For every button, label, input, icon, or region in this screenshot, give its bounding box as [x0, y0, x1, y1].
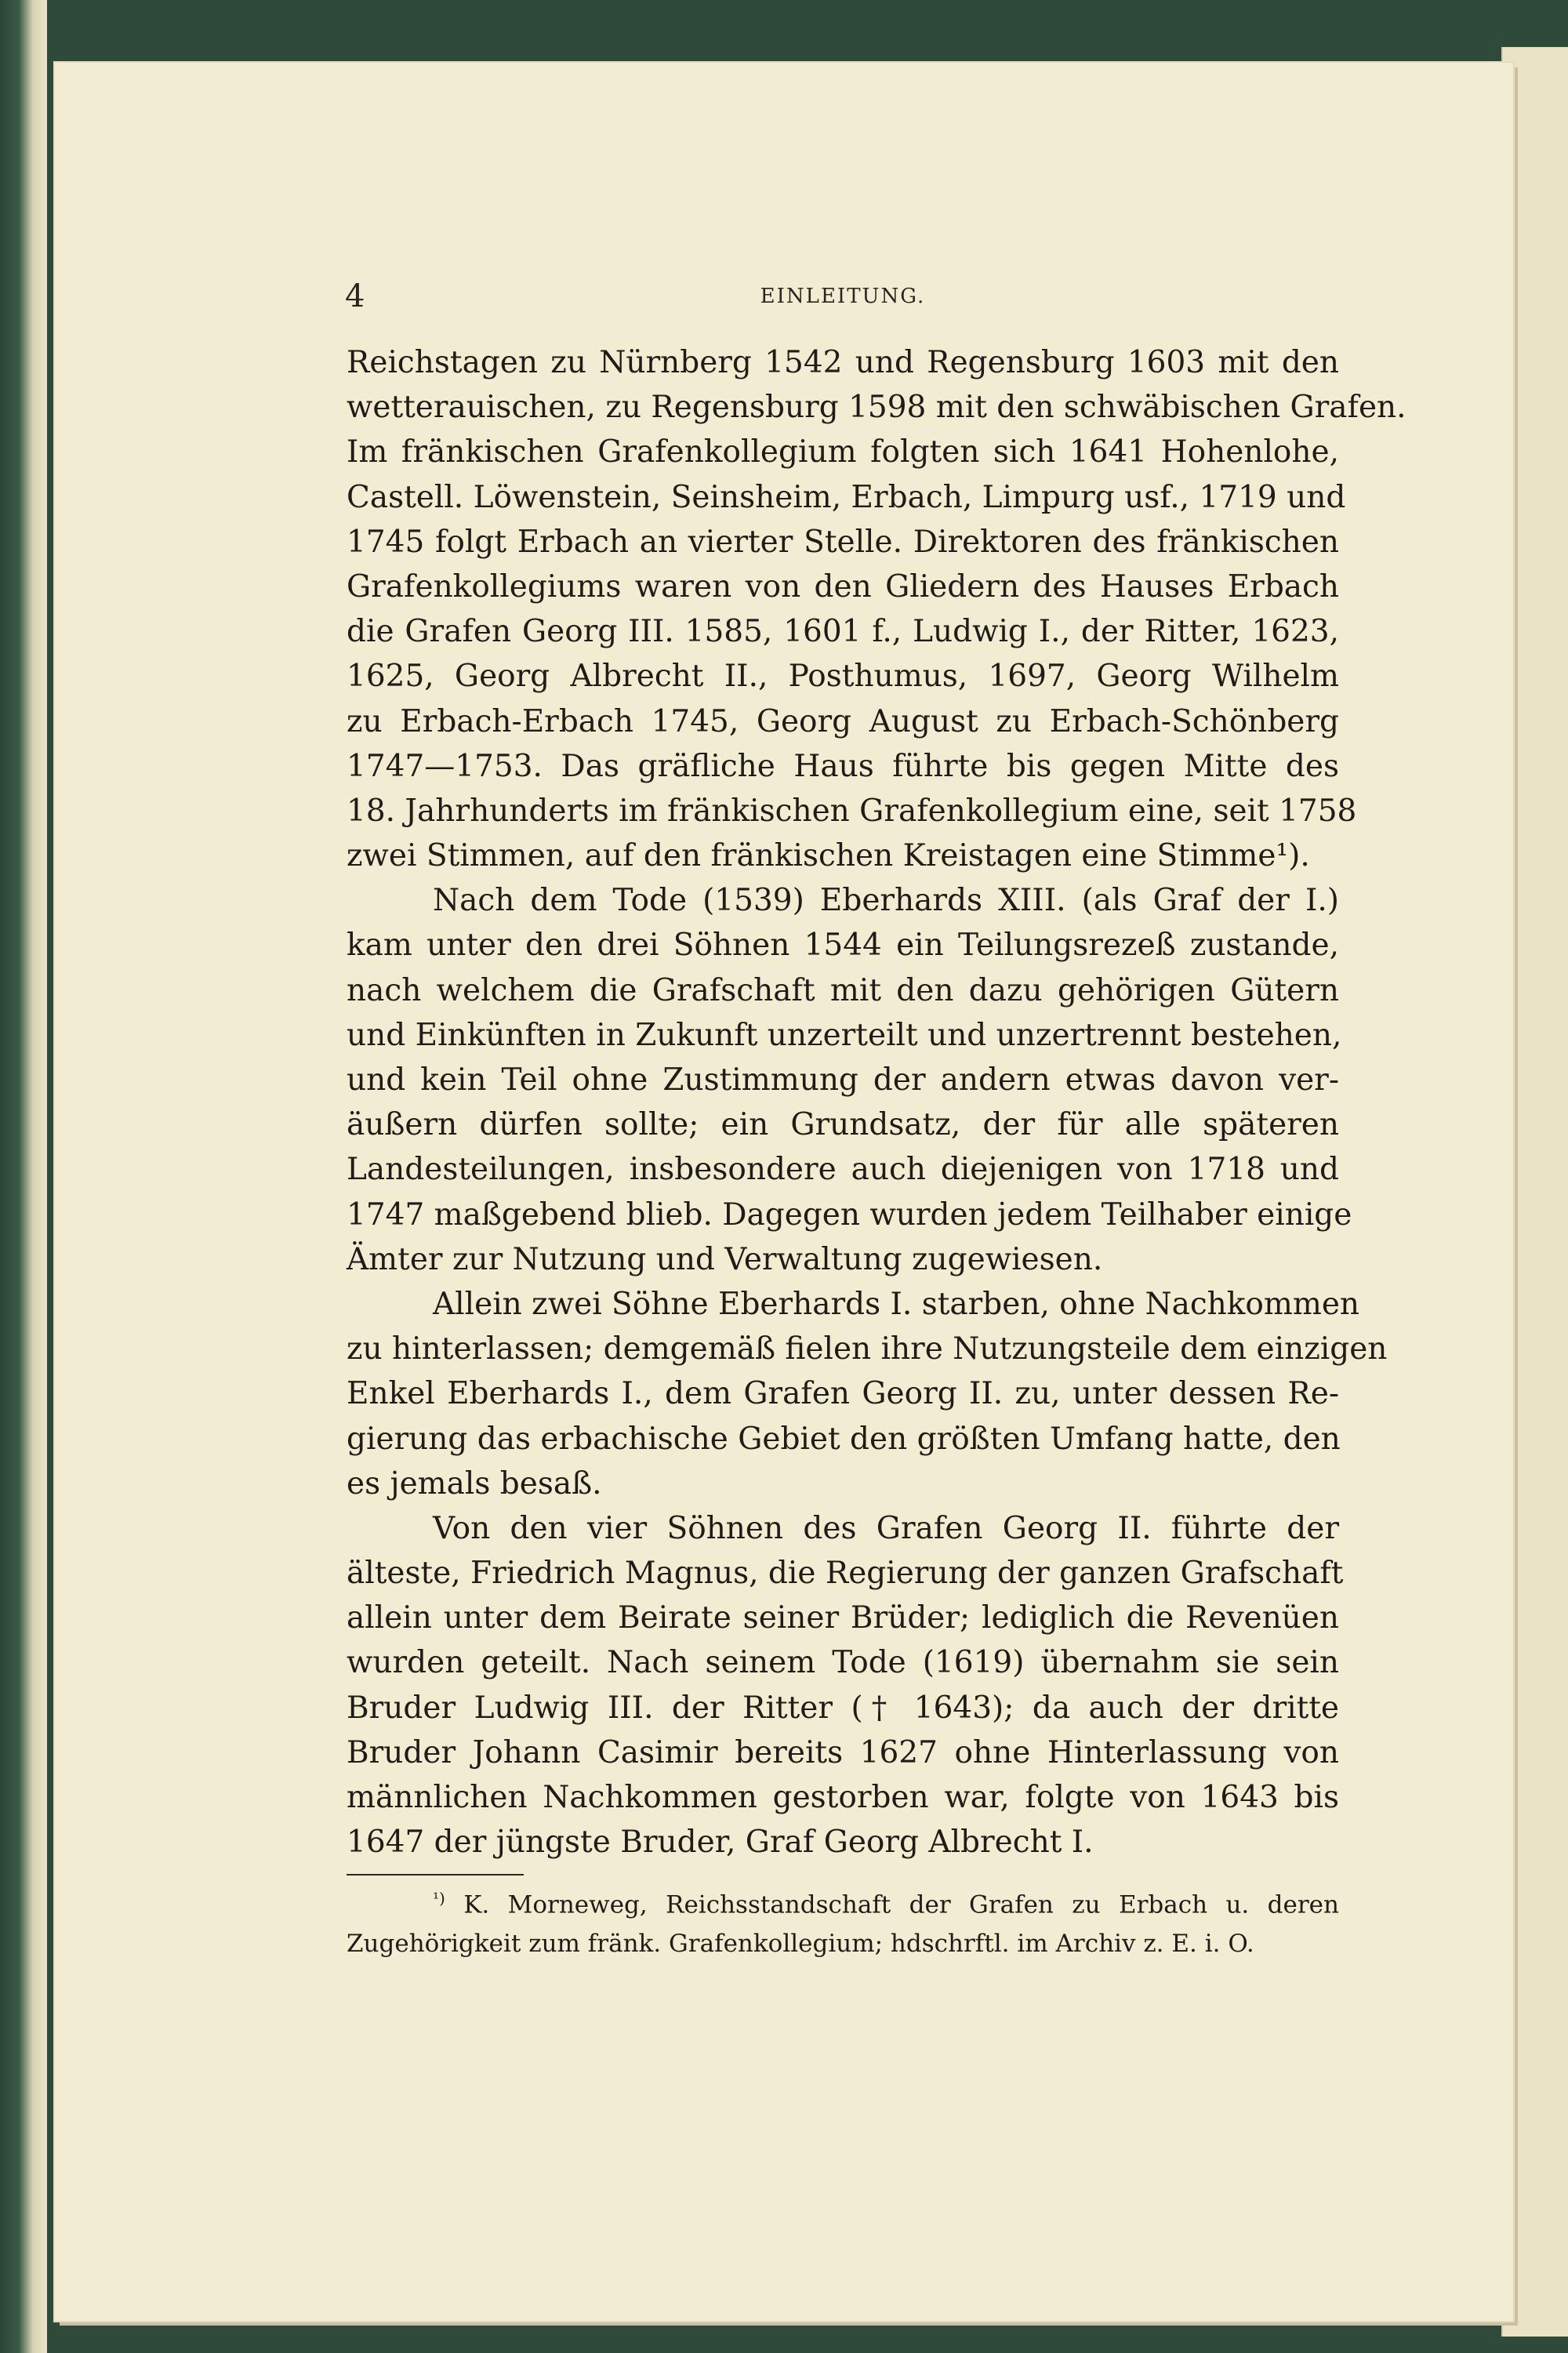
text-line: 18. Jahrhunderts im fränkischen Grafenkollegium eine, seit 1758: [347, 793, 1357, 829]
footnote-line: Zugehörigkeit zum fränk. Grafenkollegium; hdschrftl. im Archiv z. E. i. O.: [347, 1930, 1254, 1959]
text-line: Castell. Löwenstein, Seinsheim, Erbach, Limpurg usf., 1719 und: [347, 479, 1346, 515]
text-line: kam unter den drei Söhnen 1544 ein Teilungsrezeß zustande,: [347, 928, 1339, 964]
text-line: gierung das erbachische Gebiet den größten Umfang hatte, den: [347, 1421, 1341, 1457]
text-line: Enkel Eberhards I., dem Grafen Georg II. zu, unter dessen Re-: [347, 1376, 1339, 1412]
running-head: EINLEITUNG.: [760, 285, 926, 308]
text-line: Von den vier Söhnen des Grafen Georg II. führte der: [433, 1510, 1339, 1546]
text-line: nach welchem die Grafschaft mit den dazu gehörigen Gütern: [347, 972, 1339, 1008]
text-line: zwei Stimmen, auf den fränkischen Kreistagen eine Stimme¹).: [347, 838, 1310, 874]
text-line: 1647 der jüngste Bruder, Graf Georg Albrecht I.: [347, 1825, 1094, 1861]
text-line: Im fränkischen Grafenkollegium folgten sich 1641 Hohenlohe,: [347, 434, 1339, 470]
text-line: Grafenkollegiums waren von den Gliedern des Hauses Erbach: [347, 568, 1339, 605]
text-line: Ämter zur Nutzung und Verwaltung zugewiesen.: [347, 1241, 1103, 1277]
text-line: und Einkünften in Zukunft unzerteilt und unzertrennt bestehen,: [347, 1017, 1342, 1053]
footnote-line: [347, 1879, 1339, 1924]
footnote-text: K. Morneweg, Reichsstandschaft der Grafen zu Erbach u. deren: [463, 1890, 1339, 1919]
text-line: allein unter dem Beirate seiner Brüder; lediglich die Revenüen: [347, 1600, 1339, 1636]
text-line: Bruder Ludwig III. der Ritter († 1643); da auch der dritte: [347, 1690, 1339, 1726]
paragraph-4: [347, 1506, 1344, 1865]
text-line: äußern dürfen sollte; ein Grundsatz, der für alle späteren: [347, 1107, 1339, 1143]
text-line: wetterauischen, zu Regensburg 1598 mit den schwäbischen Grafen.: [347, 390, 1406, 426]
text-line: Reichstagen zu Nürnberg 1542 und Regensburg 1603 mit den: [347, 345, 1339, 380]
text-line: wurden geteilt. Nach seinem Tode (1619) übernahm sie sein: [347, 1645, 1339, 1681]
text-line: Landesteilungen, insbesondere auch diejenigen von 1718 und: [347, 1152, 1339, 1188]
text-line: männlichen Nachkommen gestorben war, folgte von 1643 bis: [347, 1780, 1339, 1815]
page-number: 4: [345, 278, 365, 314]
text-line: die Grafen Georg III. 1585, 1601 f., Ludwig I., der Ritter, 1623,: [347, 614, 1339, 650]
text-line: älteste, Friedrich Magnus, die Regierung der ganzen Grafschaft: [347, 1556, 1344, 1592]
text-line: 1745 folgt Erbach an vierter Stelle. Direktoren des fränkischen: [347, 524, 1339, 560]
text-line: und kein Teil ohne Zustimmung der andern etwas davon ver-: [347, 1062, 1339, 1098]
book-spine-edge: [0, 0, 47, 2353]
body-text: [347, 340, 1406, 1865]
footnote-rule: [347, 1874, 524, 1876]
paragraph-3: [347, 1282, 1388, 1506]
page-header: [345, 278, 1341, 318]
footnote: [347, 1879, 1339, 1963]
footnote-marker: ¹): [433, 1889, 445, 1908]
text-line: 1625, Georg Albrecht II., Posthumus, 1697, Georg Wilhelm: [347, 659, 1339, 695]
text-line: Nach dem Tode (1539) Eberhards XIII. (als Graf der I.): [433, 883, 1339, 919]
text-line: Bruder Johann Casimir bereits 1627 ohne Hinterlassung von: [347, 1734, 1339, 1770]
text-line: Allein zwei Söhne Eberhards I. starben, ohne Nachkommen: [433, 1286, 1360, 1322]
text-line: zu Erbach-Erbach 1745, Georg August zu Erbach-Schönberg: [347, 703, 1339, 739]
paragraph-1: [347, 340, 1406, 878]
text-line: 1747 maßgebend blieb. Dagegen wurden jedem Teilhaber einige: [347, 1196, 1352, 1233]
text-line: zu hinterlassen; demgemäß fielen ihre Nutzungsteile dem einzigen: [347, 1331, 1388, 1367]
text-line: 1747—1753. Das gräfliche Haus führte bis gegen Mitte des: [347, 748, 1339, 784]
text-line: es jemals besaß.: [347, 1465, 602, 1501]
paragraph-2: [347, 878, 1352, 1282]
